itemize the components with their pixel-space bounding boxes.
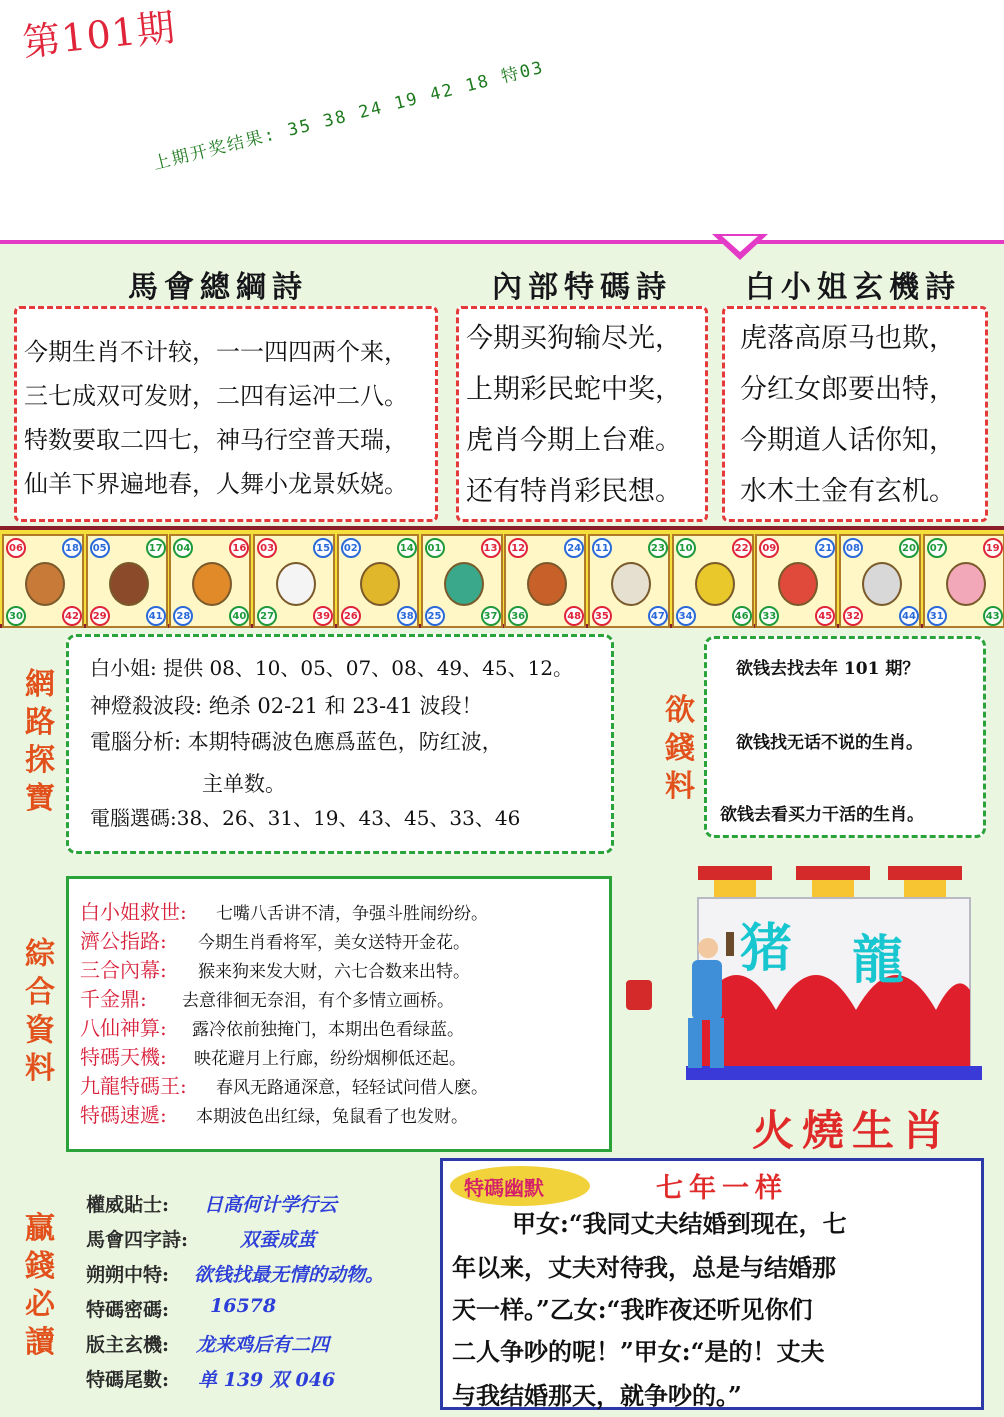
zodiac-number-ball: 02: [341, 538, 361, 558]
winning-row-label: 特碼尾數:: [86, 1369, 170, 1391]
zodiac-cell: [2, 534, 84, 628]
combined-row-label: 千金鼎:: [80, 987, 147, 1011]
zodiac-number-ball: 31: [927, 606, 947, 626]
combined-row-label: 九龍特碼王:: [80, 1074, 187, 1098]
combined-row-text: 七嘴八舌讲不清，争强斗胜闹纷纷。: [216, 904, 488, 924]
joke-title: 七年一样: [656, 1173, 788, 1204]
zodiac-number-ball: 26: [341, 606, 361, 626]
combined-row-text: 去意徘徊无奈泪，有个多情立画桥。: [182, 991, 454, 1011]
previous-result: 上期开奖结果: 35 38 24 19 42 18 特03: [151, 57, 547, 175]
zodiac-cell: [923, 534, 1004, 628]
network-line-5: 電腦選碼:38、26、31、19、43、45、33、46: [90, 806, 521, 830]
zodiac-number-ball: 14: [397, 538, 417, 558]
poem-line: 今期生肖不计较，一一四四两个来，: [24, 338, 408, 366]
snake-icon: [444, 562, 484, 606]
zodiac-number-ball: 40: [229, 606, 249, 626]
issue-number: 第101期: [20, 5, 178, 65]
horse-icon: [527, 562, 567, 606]
zodiac-number-ball: 43: [983, 606, 1003, 626]
combined-row-label: 八仙神算:: [80, 1016, 167, 1040]
zodiac-number-ball: 03: [257, 538, 277, 558]
winning-row-value: 双蚕成茧: [240, 1229, 317, 1251]
joke-line-2: 年以来，丈夫对待我，总是与结婚那: [452, 1253, 836, 1282]
monkey-icon: [695, 562, 735, 606]
zodiac-number-ball: 33: [759, 606, 779, 626]
zodiac-number-ball: 01: [425, 538, 445, 558]
winning-row-label: 朔朔中特:: [86, 1264, 170, 1286]
zodiac-number-ball: 19: [983, 538, 1003, 558]
money-line-3: 欲钱去看买力干活的生肖。: [720, 805, 924, 825]
poem-title-2: 內部特碼詩: [492, 270, 672, 305]
zodiac-cell: [169, 534, 251, 628]
zodiac-number-ball: 38: [397, 606, 417, 626]
zodiac-number-ball: 16: [229, 538, 249, 558]
zodiac-number-ball: 20: [899, 538, 919, 558]
joke-line-4: 二人争吵的呢！”甲女:“是的！丈夫: [452, 1337, 825, 1366]
ox-icon: [109, 562, 149, 606]
money-side-label: 欲 錢 料: [665, 693, 695, 804]
zodiac-number-ball: 18: [62, 538, 82, 558]
zodiac-number-ball: 23: [648, 538, 668, 558]
combined-row-text: 映花避月上行廊，纷纷烟柳低还起。: [194, 1049, 466, 1069]
winning-row-value: 欲钱找最无情的动物。: [194, 1264, 385, 1286]
fire-sign-right: 龍: [852, 930, 905, 991]
zodiac-cell: [672, 534, 754, 628]
poem-line: 虎肖今期上台难。: [466, 425, 682, 456]
zodiac-number-ball: 42: [62, 606, 82, 626]
poem-line: 虎落高原马也欺，: [740, 323, 956, 354]
network-line-3: 電腦分析: 本期特碼波色應爲蓝色，防红波，: [90, 730, 503, 754]
zodiac-number-ball: 30: [6, 606, 26, 626]
combined-row-label: 特碼速遞:: [80, 1103, 167, 1127]
winning-row-label: 權威貼士:: [86, 1194, 170, 1216]
zodiac-number-ball: 35: [592, 606, 612, 626]
zodiac-number-ball: 04: [173, 538, 193, 558]
zodiac-number-ball: 08: [843, 538, 863, 558]
poem-line: 今期买狗输尽光，: [466, 323, 682, 354]
poem-text-1: [24, 332, 408, 508]
pig-icon: [946, 562, 986, 606]
poem-line: 三七成双可发财，二四有运冲二八。: [24, 382, 408, 410]
zodiac-cell: [588, 534, 670, 628]
zodiac-number-ball: 05: [90, 538, 110, 558]
poem-line: 仙羊下界遍地春，人舞小龙景妖娆。: [24, 470, 408, 498]
zodiac-cell: [839, 534, 921, 628]
poem-text-3: [740, 316, 956, 520]
network-line-1: 白小姐: 提供 08、10、05、07、08、49、45、12。: [90, 656, 574, 680]
money-line-2: 欲钱找无话不说的生肖。: [736, 733, 923, 753]
zodiac-number-ball: 41: [146, 606, 166, 626]
zodiac-number-ball: 13: [481, 538, 501, 558]
poem-line: 上期彩民蛇中奖，: [466, 374, 682, 405]
poem-text-2: [466, 316, 682, 520]
winning-row-label: 馬會四字詩:: [86, 1229, 189, 1251]
poem-line: 今期道人话你知，: [740, 425, 956, 456]
zodiac-cell: [421, 534, 503, 628]
winning-row-value: 单 139 双 046: [198, 1369, 336, 1391]
zodiac-cell: [504, 534, 586, 628]
zodiac-number-ball: 45: [815, 606, 835, 626]
dragon-icon: [360, 562, 400, 606]
combined-side-label: 綜 合 資 料: [25, 937, 55, 1086]
zodiac-number-ball: 32: [843, 606, 863, 626]
zodiac-number-ball: 27: [257, 606, 277, 626]
zodiac-number-ball: 12: [508, 538, 528, 558]
zodiac-number-ball: 15: [313, 538, 333, 558]
winning-row-value: 龙来鸡后有二四: [196, 1334, 330, 1356]
zodiac-number-ball: 44: [899, 606, 919, 626]
combined-row-label: 白小姐救世:: [80, 900, 187, 924]
fire-sign-left: 猪: [740, 918, 793, 979]
zodiac-number-ball: 34: [676, 606, 696, 626]
zodiac-cell: [253, 534, 335, 628]
network-side-label: 網 路 探 寶: [25, 667, 55, 816]
poem-line: 分红女郎要出特，: [740, 374, 956, 405]
tiger-icon: [192, 562, 232, 606]
joke-line-5: 与我结婚那天，就争吵的。”: [452, 1381, 742, 1410]
zodiac-number-ball: 25: [425, 606, 445, 626]
joke-line-1: 甲女:“我同丈夫结婚到现在，七: [512, 1209, 847, 1238]
combined-row-text: 今期生肖看将军，美女送特开金花。: [198, 933, 470, 953]
combined-row-text: 春风无路通深意，轻轻试问借人麽。: [216, 1078, 488, 1098]
zodiac-cell: [337, 534, 419, 628]
poem-line: 水木土金有玄机。: [740, 476, 956, 507]
zodiac-number-ball: 09: [759, 538, 779, 558]
zodiac-number-ball: 39: [313, 606, 333, 626]
network-line-2: 神燈殺波段: 绝杀 02-21 和 23-41 波段！: [90, 694, 483, 718]
zodiac-number-ball: 46: [732, 606, 752, 626]
pink-ribbon-icon: [712, 232, 768, 262]
combined-row-label: 濟公指路:: [80, 929, 167, 953]
rat-icon: [25, 562, 65, 606]
rooster-icon: [778, 562, 818, 606]
combined-row-text: 露冷依前独掩门，本期出色看绿蓝。: [192, 1020, 464, 1040]
zodiac-number-ball: 28: [173, 606, 193, 626]
zodiac-number-ball: 37: [481, 606, 501, 626]
zodiac-number-ball: 21: [815, 538, 835, 558]
zodiac-cell: [755, 534, 837, 628]
winning-row-label: 特碼密碼:: [86, 1299, 170, 1321]
zodiac-number-ball: 17: [146, 538, 166, 558]
money-line-1: 欲钱去找去年 101 期？: [736, 659, 920, 679]
dog-icon: [862, 562, 902, 606]
zodiac-number-ball: 48: [564, 606, 584, 626]
zodiac-number-ball: 06: [6, 538, 26, 558]
winning-row-value: 16578: [210, 1295, 277, 1317]
combined-row-label: 特碼天機:: [80, 1045, 167, 1069]
zodiac-cell: [86, 534, 168, 628]
zodiac-number-ball: 29: [90, 606, 110, 626]
combined-row-text: 猴来狗来发大财，六七合数来出特。: [198, 962, 470, 982]
combined-row-text: 本期波色出红绿，兔鼠看了也发财。: [196, 1107, 468, 1127]
poem-title-1: 馬會總綱詩: [128, 270, 308, 305]
winning-side-label: 贏 錢 必 讀: [25, 1211, 55, 1360]
zodiac-number-ball: 36: [508, 606, 528, 626]
zodiac-number-ball: 11: [592, 538, 612, 558]
rabbit-icon: [276, 562, 316, 606]
combined-row-label: 三合內幕:: [80, 958, 167, 982]
poem-title-3: 白小姐玄機詩: [745, 270, 961, 305]
winning-row-label: 版主玄機:: [86, 1334, 170, 1356]
poem-line: 还有特肖彩民想。: [466, 476, 682, 507]
fire-caption: 火燒生肖: [752, 1106, 953, 1155]
zodiac-number-ball: 07: [927, 538, 947, 558]
goat-icon: [611, 562, 651, 606]
zodiac-number-ball: 47: [648, 606, 668, 626]
winning-row-value: 日高何计学行云: [204, 1194, 338, 1216]
network-line-4: 主单数。: [202, 772, 286, 796]
zodiac-number-ball: 10: [676, 538, 696, 558]
poem-line: 特数要取二四七，神马行空普天瑞，: [24, 426, 408, 454]
zodiac-number-ball: 22: [732, 538, 752, 558]
joke-badge: 特碼幽默: [464, 1176, 544, 1200]
joke-line-3: 天一样。”乙女:“我昨夜还听见你们: [452, 1295, 813, 1324]
zodiac-number-ball: 24: [564, 538, 584, 558]
